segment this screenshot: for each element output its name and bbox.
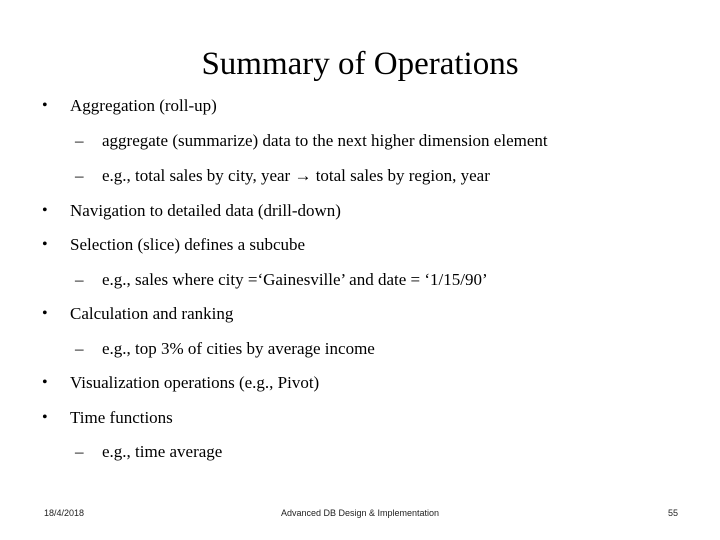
dash-icon: – — [75, 131, 84, 150]
bullet-text: Navigation to detailed data (drill-down) — [70, 201, 341, 220]
bullet-icon: • — [42, 305, 48, 322]
dash-icon: – — [75, 166, 84, 185]
sub-bullet-text: e.g., time average — [102, 442, 223, 461]
dash-icon: – — [75, 339, 84, 358]
bullet-item — [42, 372, 320, 394]
slide-title: Summary of Operations — [201, 46, 519, 82]
bullet-icon: • — [42, 409, 48, 426]
sub-bullet-item — [75, 338, 375, 360]
bullet-text: Selection (slice) defines a subcube — [70, 235, 306, 254]
bullet-item — [42, 200, 341, 222]
bullet-text: Calculation and ranking — [70, 304, 234, 323]
dash-icon: – — [75, 270, 84, 289]
bullet-text: Time functions — [70, 408, 173, 427]
bullet-item — [42, 303, 234, 325]
sub-bullet-text: e.g., sales where city =‘Gainesville’ and date = ‘1/15/90’ — [102, 270, 488, 289]
dash-icon: – — [75, 442, 84, 461]
sub-bullet-item — [75, 269, 488, 291]
bullet-icon: • — [42, 202, 48, 219]
bullet-item — [42, 407, 173, 429]
sub-bullet-item — [75, 165, 490, 187]
sub-bullet-item — [75, 130, 548, 152]
sub-bullet-text: e.g., total sales by city, year → total sales by region, year — [102, 166, 490, 185]
bullet-icon: • — [42, 97, 48, 114]
bullet-item — [42, 234, 306, 256]
bullet-item — [42, 95, 217, 117]
footer-course-title: Advanced DB Design & Implementation — [280, 508, 440, 518]
footer-page-number: 55 — [667, 508, 678, 518]
footer-date: 18/4/2018 — [44, 508, 85, 518]
bullet-text: Aggregation (roll-up) — [70, 96, 217, 115]
sub-bullet-text: e.g., top 3% of cities by average income — [102, 339, 375, 358]
sub-bullet-text: aggregate (summarize) data to the next higher dimension element — [102, 131, 548, 150]
bullet-icon: • — [42, 374, 48, 391]
sub-bullet-item — [75, 441, 223, 463]
bullet-icon: • — [42, 236, 48, 253]
bullet-text: Visualization operations (e.g., Pivot) — [70, 373, 320, 392]
